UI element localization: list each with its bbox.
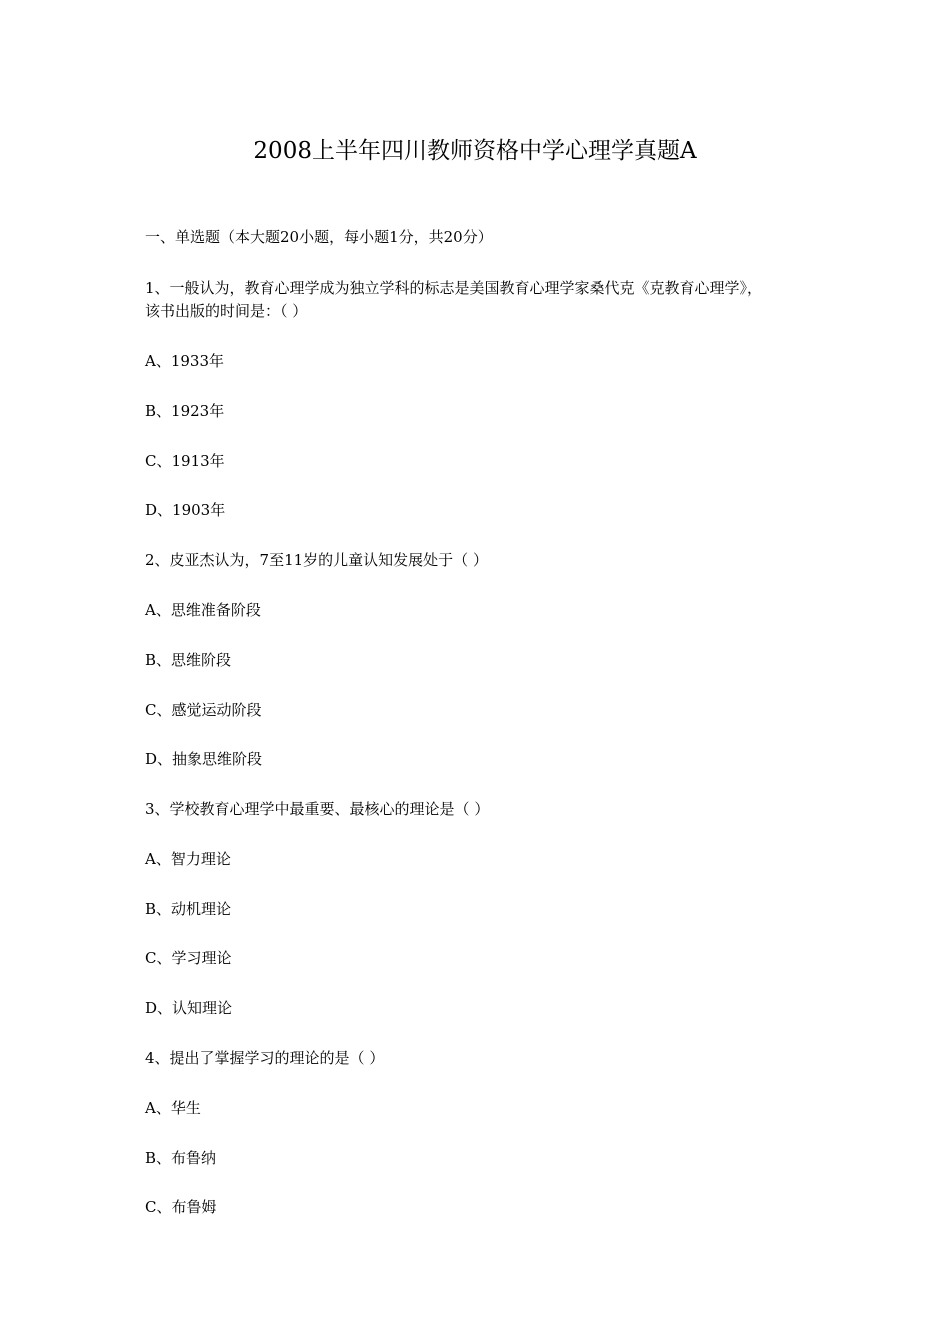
question-3-stem: 3、学校教育心理学中最重要、最核心的理论是（ ） bbox=[145, 800, 490, 818]
question-1-stem-line-2: 该书出版的时间是：（ ） bbox=[145, 302, 308, 320]
question-2-option-a: A、思维准备阶段 bbox=[145, 601, 261, 619]
question-3-option-c: C、学习理论 bbox=[145, 949, 232, 967]
question-1-option-c: C、1913年 bbox=[145, 452, 225, 470]
question-4-option-c: C、布鲁姆 bbox=[145, 1198, 217, 1216]
question-2-option-c: C、感觉运动阶段 bbox=[145, 701, 262, 719]
question-4-option-b: B、布鲁纳 bbox=[145, 1149, 217, 1167]
question-1-stem-line-1: 1、一般认为，教育心理学成为独立学科的标志是美国教育心理学家桑代克《克教育心理学》， bbox=[145, 279, 763, 297]
question-2-option-d: D、抽象思维阶段 bbox=[145, 750, 263, 768]
question-2-stem: 2、皮亚杰认为，7至11岁的儿童认知发展处于（ ） bbox=[145, 551, 488, 569]
question-4-option-a: A、华生 bbox=[145, 1099, 201, 1117]
document-title: 2008上半年四川教师资格中学心理学真题A bbox=[253, 138, 697, 164]
question-2-option-b: B、思维阶段 bbox=[145, 651, 232, 669]
question-3-option-b: B、动机理论 bbox=[145, 900, 232, 918]
question-1-option-b: B、1923年 bbox=[145, 402, 225, 420]
question-3-option-d: D、认知理论 bbox=[145, 999, 233, 1017]
question-4-stem: 4、提出了掌握学习的理论的是（ ） bbox=[145, 1049, 385, 1067]
question-3-option-a: A、智力理论 bbox=[145, 850, 231, 868]
question-1-option-d: D、1903年 bbox=[145, 501, 226, 519]
section-heading: 一、单选题（本大题20小题，每小题1分，共20分） bbox=[145, 228, 493, 246]
question-1-option-a: A、1933年 bbox=[145, 352, 225, 370]
